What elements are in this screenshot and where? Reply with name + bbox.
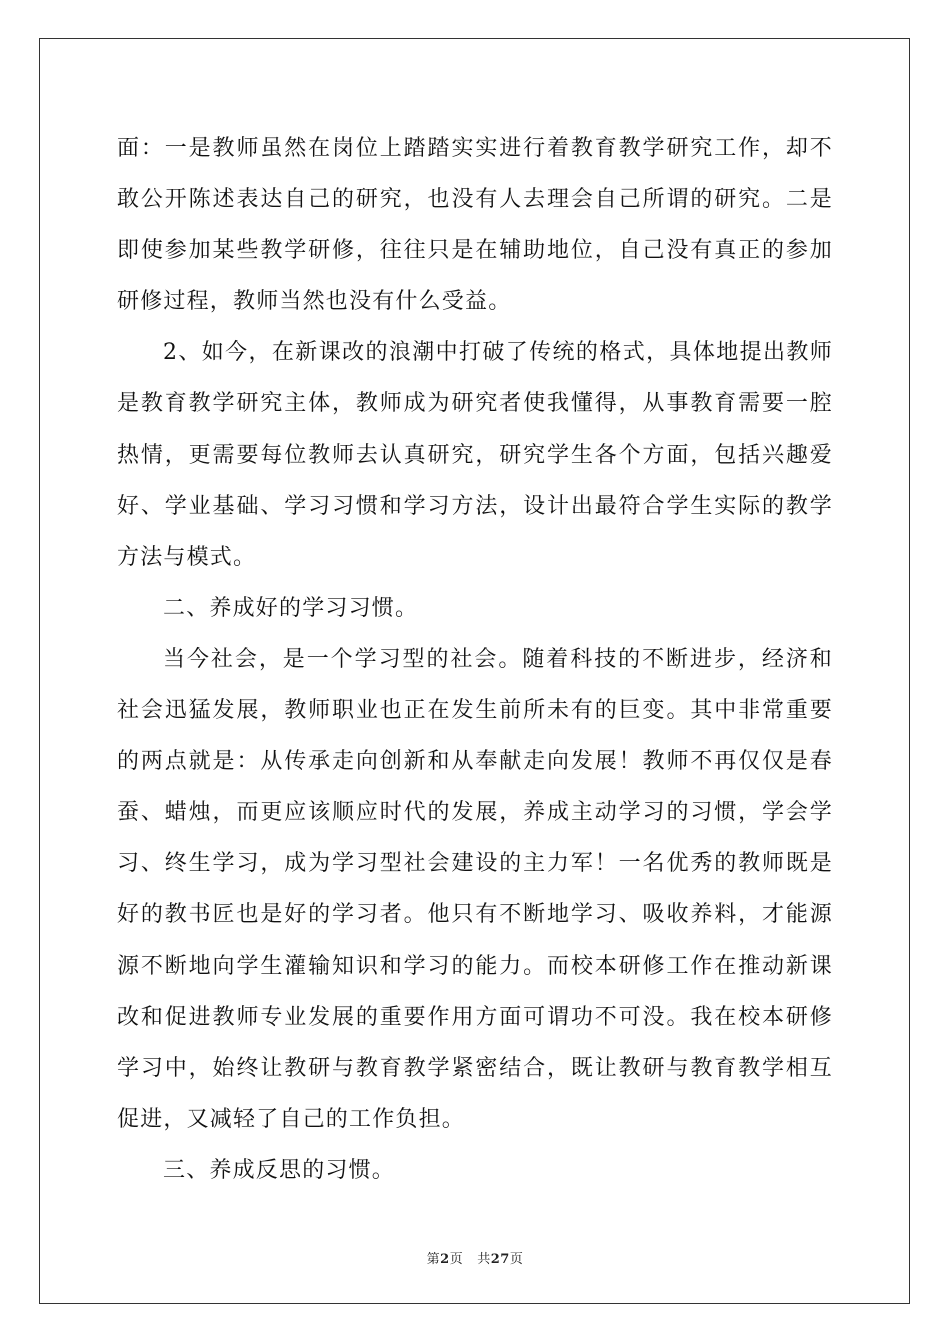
paragraph: 面：一是教师虽然在岗位上踏踏实实进行着教育教学研究工作，却不敢公开陈述表达自己的研究，也没有人去理会自己所谓的研究。二是即使参加某些教学研修，往往只是在辅助地位，自己没有真正的参加研修过程，教师当然也没有什么受益。 (117, 136, 833, 315)
total-pages: 27 (490, 1252, 510, 1267)
total-pages-indicator: 共27页 (477, 1252, 524, 1267)
paragraph: 2、如今，在新课改的浪潮中打破了传统的格式，具体地提出教师是教育教学研究主体，教师成为研究者使我懂得，从事教育需要一腔热情，更需要每位教师去认真研究，研究学生各个方面，包括兴趣爱好、学业基础、学习习惯和学习方法，设计出最符合学生实际的教学方法与模式。 (117, 340, 833, 570)
page-number: 2 (440, 1252, 450, 1267)
section-heading: 三、养成反思的习惯。 (163, 1157, 396, 1183)
paragraph: 当今社会，是一个学习型的社会。随着科技的不断进步，经济和社会迅猛发展，教师职业也正在发生前所未有的巨变。其中非常重要的两点就是：从传承走向创新和从奉献走向发展！教师不再仅仅是春蚕、蜡烛，而更应该顺应时代的发展，养成主动学习的习惯，学会学习、终生学习，成为学习型社会建设的主力军！一名优秀的教师既是好的教书匠也是好的学习者。他只有不断地学习、吸收养料，才能源源不断地向学生灌输知识和学习的能力。而校本研修工作在推动新课改和促进教师专业发展的重要作用方面可谓功不可没。我在校本研修学习中，始终让教研与教育教学紧密结合，既让教研与教育教学相互促进，又减轻了自己的工作负担。 (117, 646, 833, 1132)
page-indicator: 第2页 (426, 1252, 464, 1267)
document-body (117, 123, 833, 1196)
section-heading: 二、养成好的学习习惯。 (163, 595, 419, 621)
page-footer (0, 1248, 950, 1267)
